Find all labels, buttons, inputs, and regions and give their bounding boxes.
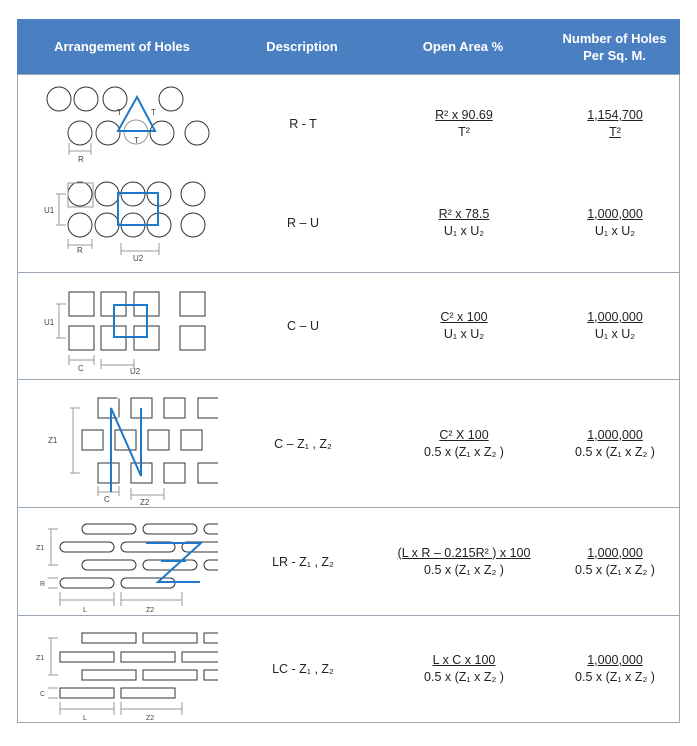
- formula-denominator: U₁ x U₂: [594, 327, 636, 341]
- label-t: T: [151, 108, 156, 117]
- formula-denominator: 0.5 x (Z₁ x Z₂ ): [575, 670, 655, 684]
- table-row: [17, 273, 680, 380]
- open-area-formula: [424, 427, 504, 461]
- square-staggered-pattern-diagram: [18, 380, 218, 507]
- label-l: L: [83, 607, 87, 614]
- formula-numerator: 1,000,000: [587, 653, 643, 667]
- label-l: L: [83, 715, 87, 722]
- description-cell: LC - Z₁ , Z₂: [272, 662, 334, 676]
- label-z2: Z2: [146, 715, 155, 722]
- label-r: R: [78, 155, 84, 164]
- holes-formula: [587, 309, 643, 343]
- formula-denominator: U₁ x U₂: [594, 223, 636, 238]
- label-z2: Z2: [146, 607, 155, 614]
- label-c: C: [78, 364, 84, 373]
- label-u1: U1: [44, 206, 55, 215]
- label-u2: U2: [133, 254, 144, 263]
- table-row: [17, 173, 680, 273]
- open-area-formula: [435, 107, 493, 141]
- label-t: T: [134, 136, 139, 145]
- formula-numerator: R² x 78.5: [438, 206, 490, 221]
- description-cell: C – U: [287, 319, 319, 333]
- holes-formula: [575, 545, 655, 579]
- header-open-area: Open Area %: [422, 39, 504, 54]
- holes-formula: [587, 107, 643, 141]
- formula-denominator: U₁ x U₂: [443, 223, 485, 238]
- label-z2: Z2: [140, 498, 150, 507]
- label-z1: Z1: [36, 655, 45, 662]
- description-cell: R - T: [289, 117, 317, 131]
- open-area-formula: [440, 309, 487, 343]
- formula-numerator: 1,000,000: [587, 545, 643, 560]
- slot-rect-pattern-diagram: [18, 616, 218, 722]
- formula-numerator: 1,000,000: [587, 206, 643, 221]
- header-description: Description: [266, 39, 338, 54]
- holes-formula: [575, 652, 655, 686]
- open-area-formula: [398, 545, 531, 579]
- formula-denominator: 0.5 x (Z₁ x Z₂ ): [575, 562, 655, 577]
- table-row: [17, 508, 680, 616]
- holes-formula: [587, 206, 643, 240]
- formula-numerator: R² x 90.69: [435, 108, 493, 122]
- label-z1: Z1: [36, 545, 45, 552]
- open-area-formula: [424, 652, 504, 686]
- label-t: T: [117, 108, 122, 117]
- description-cell: R – U: [287, 215, 319, 230]
- label-u1: U1: [44, 318, 55, 327]
- label-r: R: [77, 246, 83, 255]
- square-straight-pattern-diagram: [18, 273, 218, 379]
- header-arrangement: Arrangement of Holes: [54, 39, 190, 54]
- header-holes-per-sqm: Number of Holes Per Sq. M.: [562, 30, 667, 63]
- label-u2: U2: [130, 367, 141, 376]
- table-header: [17, 19, 680, 74]
- label-z1: Z1: [48, 436, 58, 445]
- formula-numerator: C² X 100: [439, 427, 489, 442]
- formula-denominator: 0.5 x (Z₁ x Z₂ ): [424, 562, 504, 577]
- description-cell: C – Z₁ , Z₂: [274, 436, 332, 451]
- label-r: R: [40, 581, 46, 588]
- formula-denominator: T²: [458, 125, 470, 139]
- formula-denominator: 0.5 x (Z₁ x Z₂ ): [575, 444, 655, 459]
- formula-numerator: (L x R – 0.215R² ) x 100: [397, 545, 531, 560]
- round-square-pattern-diagram: [18, 173, 218, 272]
- table-row: [17, 380, 680, 508]
- round-triangular-pattern-diagram: [18, 75, 218, 173]
- label-c: C: [40, 691, 46, 698]
- table-row: [17, 616, 680, 723]
- label-c: C: [104, 495, 110, 504]
- holes-formula: [575, 427, 655, 461]
- formula-denominator: T²: [609, 125, 621, 139]
- formula-numerator: C² x 100: [440, 310, 488, 324]
- open-area-formula: [439, 206, 490, 240]
- formula-denominator: 0.5 x (Z₁ x Z₂ ): [424, 444, 504, 459]
- formula-numerator: 1,154,700: [587, 108, 643, 122]
- formula-denominator: 0.5 x (Z₁ x Z₂ ): [424, 670, 504, 684]
- formula-denominator: U₁ x U₂: [443, 327, 485, 341]
- formula-numerator: L x C x 100: [432, 653, 496, 667]
- table-row: [17, 74, 680, 174]
- formula-numerator: 1,000,000: [587, 427, 643, 442]
- slot-round-pattern-diagram: [18, 508, 218, 615]
- description-cell: LR - Z₁ , Z₂: [272, 554, 334, 569]
- formula-numerator: 1,000,000: [587, 310, 643, 324]
